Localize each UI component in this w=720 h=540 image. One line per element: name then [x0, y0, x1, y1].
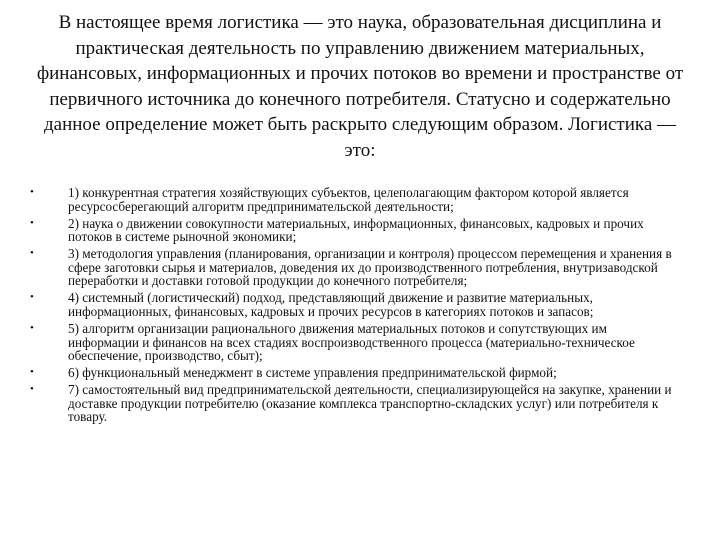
- list-item-5: [30, 322, 676, 363]
- list-item-6: [30, 366, 676, 380]
- bullet-icon: •: [30, 291, 34, 304]
- bullet-icon: •: [30, 366, 34, 379]
- list-item-text: 2) наука о движении совокупности материальных, информационных, финансовых, кадровых и прочих потоков в системе рыночной экономики;: [68, 215, 644, 245]
- intro-paragraph: В настоящее время логистика — это наука, образовательная дисциплина и практическая деятельность по управлению движением материальных, финансовых, информационных и прочих потоков во времени и пространстве от первичного источника до конечного потребителя. Статусно и содержательно данное определение может быть раскрыто следующим образом. Логистика — это:: [36, 12, 684, 161]
- bullet-icon: •: [30, 247, 34, 260]
- list-item-text: 7) самостоятельный вид предпринимательской деятельности, специализирующейся на закупке, хранении и доставке продукции потребителю (оказание комплекса транспортно-складских услуг) или потребителя к товару.: [68, 382, 672, 425]
- list-item-text: 4) системный (логистический) подход, представляющий движение и развитие материальных, информационных, финансовых, кадровых и прочих ресурсов в категориях потоков и запасов;: [68, 290, 594, 319]
- list-item-text: 5) алгоритм организации рационального движения материальных потоков и сопутствующих им информации и финансов на всех стадиях воспроизводственного процесса (материально-техническое обеспечение, производство, сбыт);: [68, 320, 635, 364]
- bullet-icon: •: [30, 321, 34, 334]
- bullet-icon: •: [30, 186, 34, 198]
- list-item-text: 3) методология управления (планирования, организации и контроля) процессом перемещения и хранения в сфере заготовки сырья и материалов, доведения их до производственного потребления, внутризаводской переработки и доставки готовой продукции до конечного потребителя;: [68, 246, 672, 289]
- list-item-3: [30, 247, 676, 288]
- bullet-icon: •: [30, 383, 34, 396]
- list-item-1: [30, 186, 676, 213]
- list-item-text: 1) конкурентная стратегия хозяйствующих субъектов, целеполагающим фактором которой является ресурсосберегающий алгоритм предпринимательской деятельности;: [68, 185, 629, 214]
- bullet-icon: •: [30, 216, 34, 229]
- list-item-7: [30, 383, 676, 424]
- list-item-text: 6) функциональный менеджмент в системе управления предпринимательской фирмой;: [68, 365, 557, 381]
- list-item-2: [30, 217, 676, 244]
- list-item-4: [30, 291, 676, 318]
- definition-list: [30, 186, 676, 427]
